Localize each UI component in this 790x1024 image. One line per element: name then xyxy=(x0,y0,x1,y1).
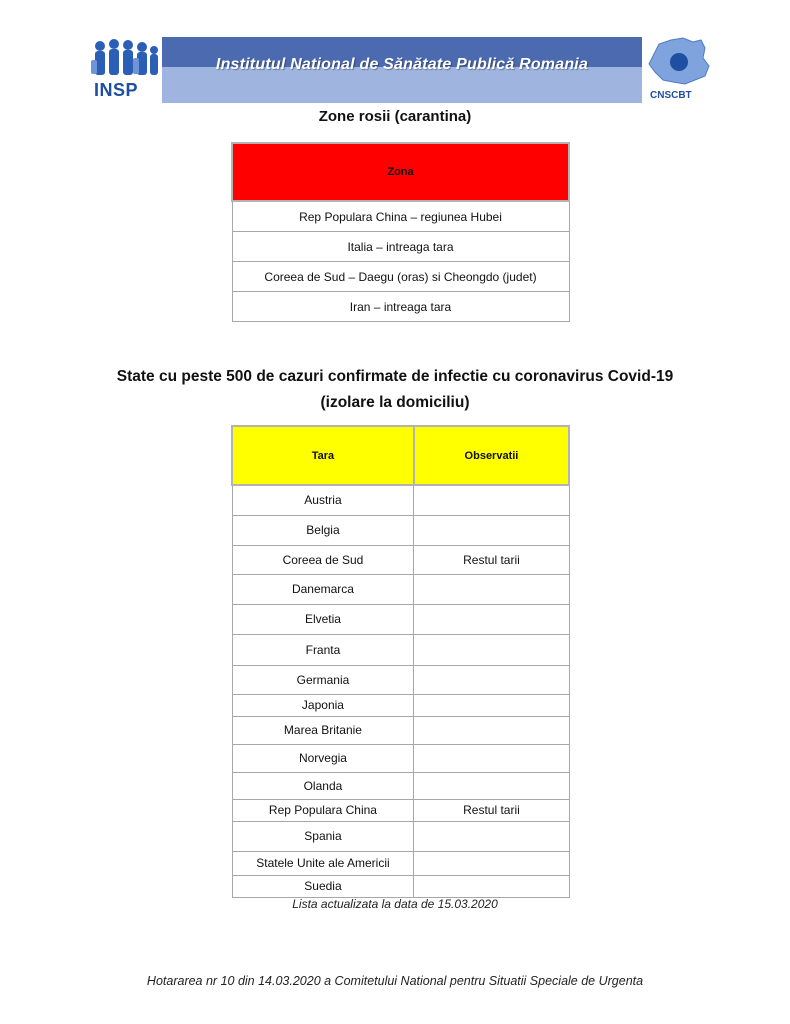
table-row xyxy=(232,262,569,292)
countries-title-line2: (izolare la domiciliu) xyxy=(320,394,470,411)
zone-cell: Iran – intreaga tara xyxy=(232,292,569,322)
table-row xyxy=(232,665,569,694)
observation-cell xyxy=(414,744,569,772)
country-cell: Statele Unite ale Americii xyxy=(232,851,414,875)
table-row xyxy=(232,716,569,744)
insp-logo-text: INSP xyxy=(94,80,139,100)
observation-cell xyxy=(414,694,569,716)
observation-cell xyxy=(414,515,569,545)
table-row xyxy=(232,821,569,851)
zone-cell: Italia – intreaga tara xyxy=(232,232,569,262)
countries-title xyxy=(0,364,790,416)
table-row xyxy=(232,694,569,716)
observation-cell xyxy=(414,634,569,665)
country-cell: Olanda xyxy=(232,772,414,799)
countries-title-line1: State cu peste 500 de cazuri confirmate de infectie cu coronavirus Covid-19 xyxy=(116,368,674,385)
country-cell: Spania xyxy=(232,821,414,851)
observation-cell: Restul tarii xyxy=(414,545,569,574)
country-column-header: Tara xyxy=(232,426,414,485)
zone-column-header: Zona xyxy=(232,143,569,201)
institute-banner xyxy=(162,37,642,103)
table-row xyxy=(232,851,569,875)
table-row xyxy=(232,292,569,322)
table-row xyxy=(232,772,569,799)
country-cell: Marea Britanie xyxy=(232,716,414,744)
country-cell: Franta xyxy=(232,634,414,665)
table-row xyxy=(232,485,569,515)
document-header xyxy=(0,0,790,110)
cnscbt-logo-text: CNSCBT xyxy=(650,90,692,101)
country-cell: Suedia xyxy=(232,875,414,897)
country-cell: Rep Populara China xyxy=(232,799,414,821)
observation-cell xyxy=(414,716,569,744)
table-row xyxy=(232,201,569,232)
zone-cell: Coreea de Sud – Daegu (oras) si Cheongdo (judet) xyxy=(232,262,569,292)
observation-cell xyxy=(414,875,569,897)
red-zones-table xyxy=(231,142,570,322)
observation-cell xyxy=(414,772,569,799)
observation-cell xyxy=(414,604,569,634)
countries-table xyxy=(231,425,570,898)
country-cell: Elvetia xyxy=(232,604,414,634)
country-cell: Danemarca xyxy=(232,574,414,604)
observation-cell xyxy=(414,821,569,851)
countries-header-row xyxy=(232,426,569,485)
red-zones-title: Zone rosii (carantina) xyxy=(318,108,472,125)
observations-column-header: Observatii xyxy=(414,426,569,485)
country-cell: Austria xyxy=(232,485,414,515)
observation-cell xyxy=(414,485,569,515)
country-cell: Germania xyxy=(232,665,414,694)
country-cell: Coreea de Sud xyxy=(232,545,414,574)
country-cell: Japonia xyxy=(232,694,414,716)
red-zones-header-row xyxy=(232,143,569,201)
country-cell: Belgia xyxy=(232,515,414,545)
table-row xyxy=(232,604,569,634)
observation-cell xyxy=(414,665,569,694)
institute-name: Institutul National de Sănătate Publică Romania xyxy=(215,56,589,73)
observation-cell: Restul tarii xyxy=(414,799,569,821)
table-row xyxy=(232,799,569,821)
table-row xyxy=(232,875,569,897)
list-update-note: Lista actualizata la data de 15.03.2020 xyxy=(292,897,498,911)
zone-cell: Rep Populara China – regiunea Hubei xyxy=(232,201,569,232)
table-row xyxy=(232,744,569,772)
country-cell: Norvegia xyxy=(232,744,414,772)
table-row xyxy=(232,545,569,574)
observation-cell xyxy=(414,851,569,875)
table-row xyxy=(232,634,569,665)
table-row xyxy=(232,515,569,545)
table-row xyxy=(232,574,569,604)
table-row xyxy=(232,232,569,262)
footer-citation: Hotararea nr 10 din 14.03.2020 a Comitetului National pentru Situatii Speciale de Urgenta xyxy=(146,974,644,988)
romania-map-icon xyxy=(645,36,711,88)
observation-cell xyxy=(414,574,569,604)
